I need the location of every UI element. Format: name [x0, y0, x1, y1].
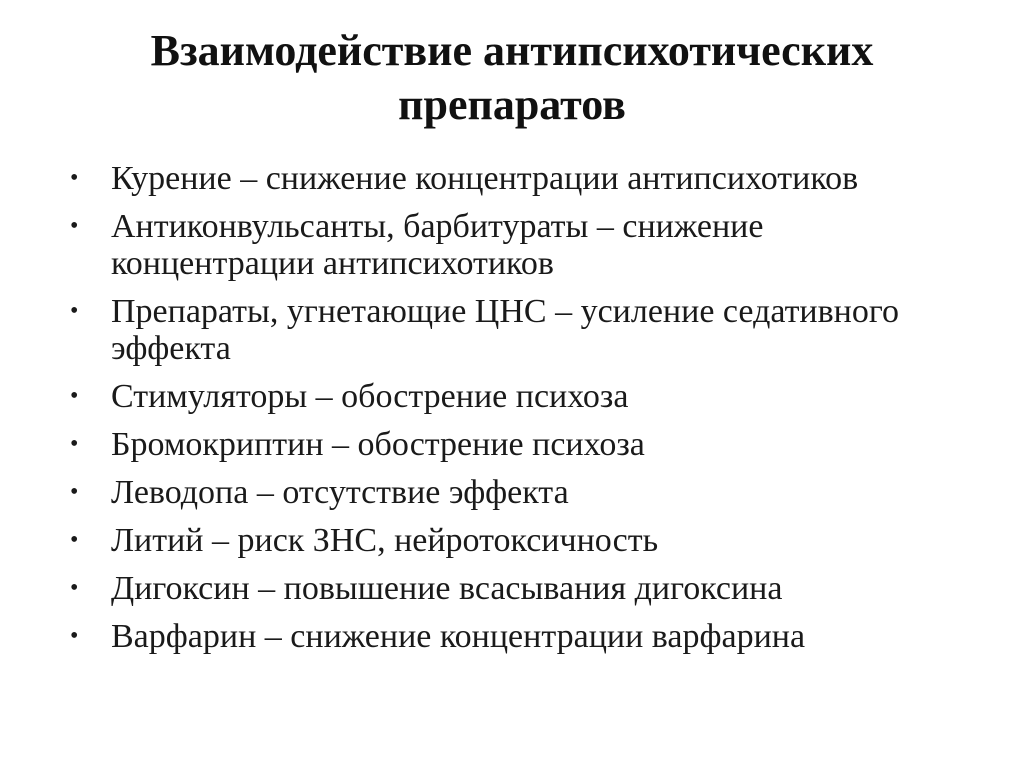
bullet-icon: •: [70, 298, 79, 324]
list-item: [70, 618, 970, 655]
list-item: [70, 426, 970, 463]
list-item: [70, 522, 970, 559]
list-item: [70, 208, 970, 282]
list-item-text: Препараты, угнетающие ЦНС – усиление седативного эффекта: [111, 293, 899, 367]
list-item-text: Варфарин – снижение концентрации варфарина: [111, 618, 806, 655]
list-item-text: Литий – риск ЗНС, нейротоксичность: [111, 522, 659, 559]
list-item: [70, 293, 970, 367]
bullet-icon: •: [70, 623, 79, 649]
bullet-icon: •: [70, 383, 79, 409]
bullet-icon: •: [70, 527, 79, 553]
bullet-icon: •: [70, 431, 79, 457]
list-item-text: Стимуляторы – обострение психоза: [111, 378, 629, 415]
bullet-icon: •: [70, 479, 79, 505]
bullet-list: [70, 160, 970, 666]
bullet-icon: •: [70, 213, 79, 239]
list-item-text: Дигоксин – повышение всасывания дигоксина: [111, 570, 783, 607]
slide-title: Взаимодействие антипсихотических препаратов: [150, 26, 874, 129]
list-item-text: Антиконвульсанты, барбитураты – снижение концентрации антипсихотиков: [111, 208, 764, 282]
bullet-icon: •: [70, 575, 79, 601]
list-item-text: Леводопа – отсутствие эффекта: [111, 474, 569, 511]
list-item: [70, 474, 970, 511]
list-item: [70, 570, 970, 607]
list-item: [70, 160, 970, 197]
bullet-icon: •: [70, 165, 79, 191]
list-item: [70, 378, 970, 415]
list-item-text: Курение – снижение концентрации антипсихотиков: [111, 160, 859, 197]
list-item-text: Бромокриптин – обострение психоза: [111, 426, 645, 463]
